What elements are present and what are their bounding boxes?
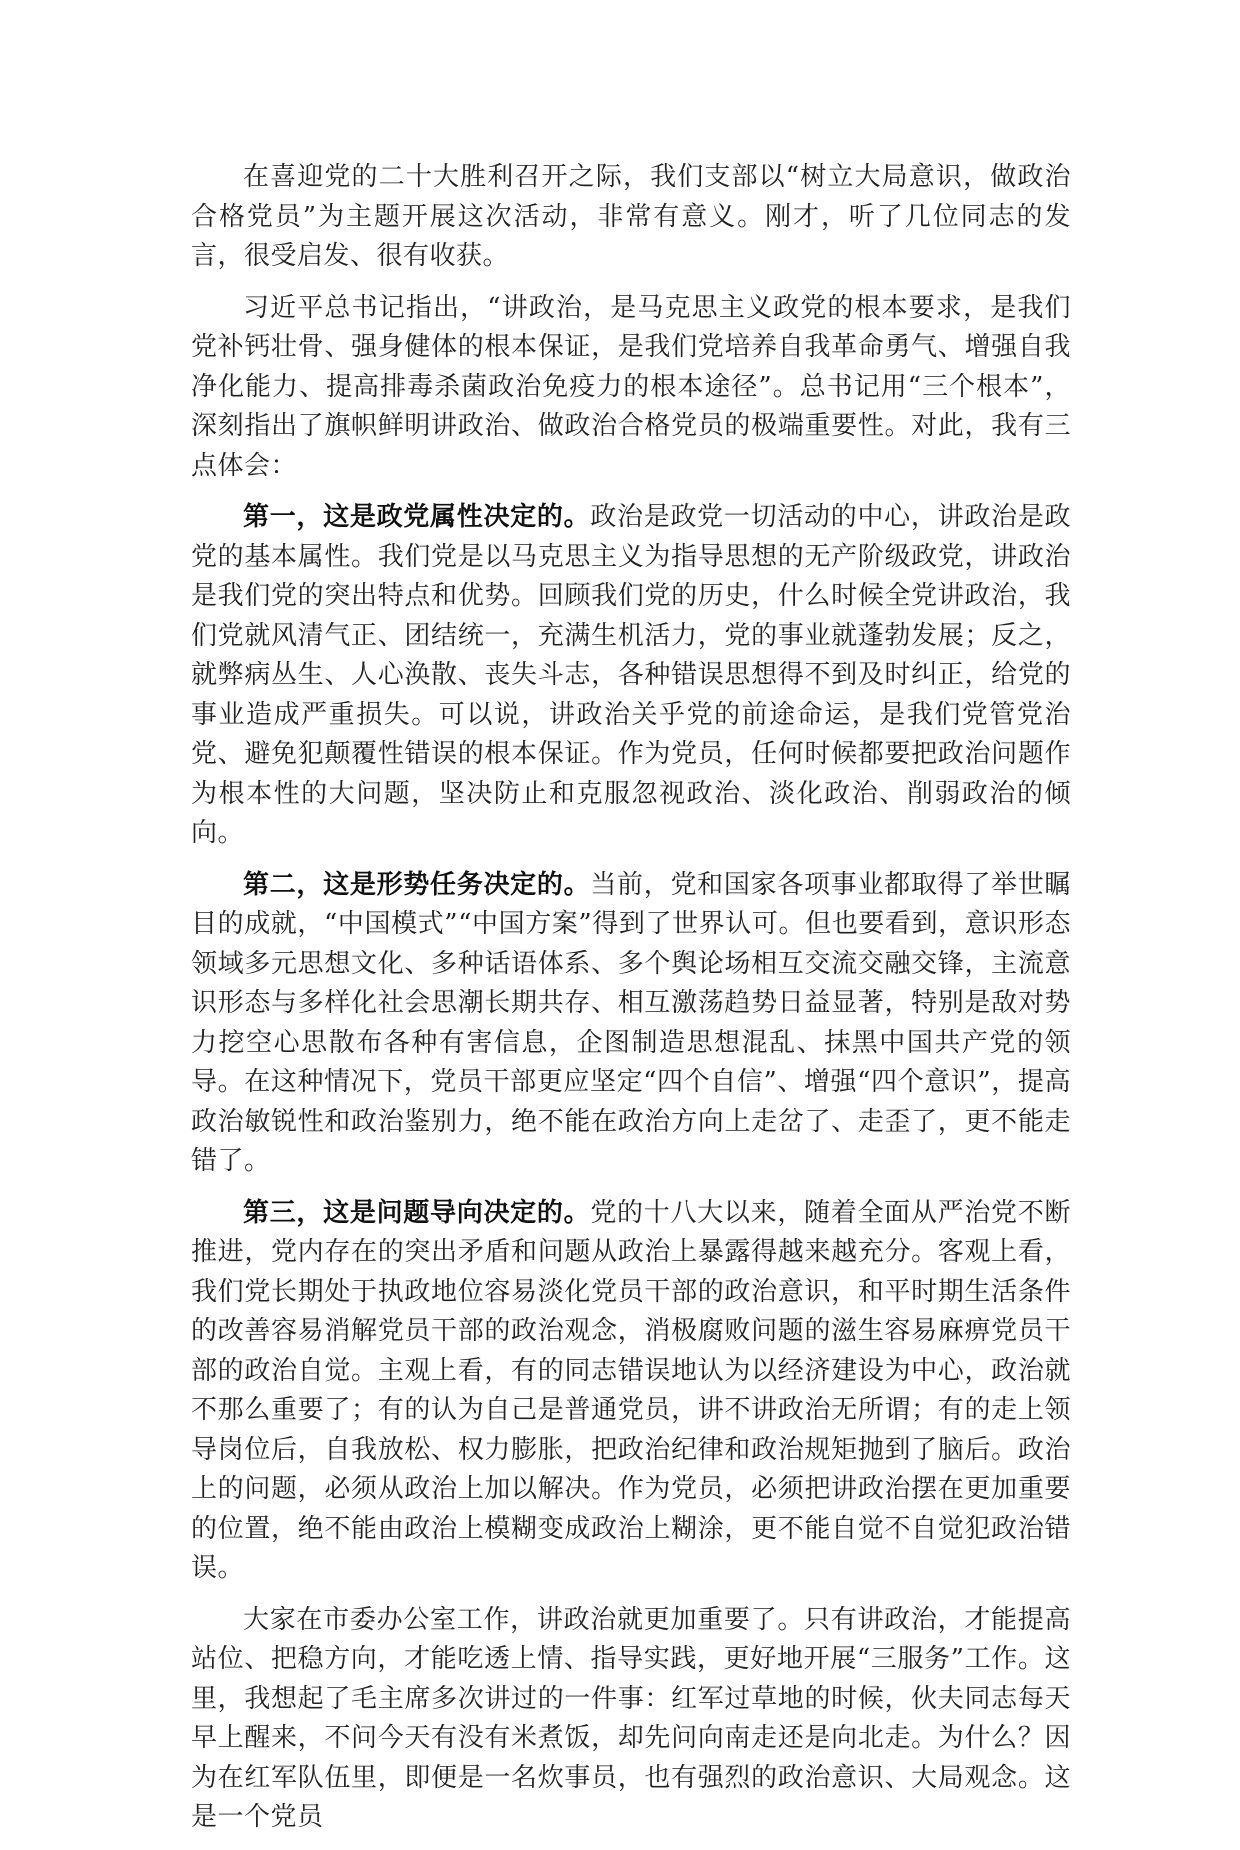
paragraph-4 bbox=[191, 866, 1071, 1182]
paragraph-3 bbox=[191, 498, 1071, 854]
paragraph-1-text: 在喜迎党的二十大胜利召开之际，我们支部以“树立大局意识，做政治合格党员”为主题开展这次活动，非常有意义。刚才，听了几位同志的发言，很受启发、很有收获。 bbox=[191, 162, 1071, 271]
paragraph-2 bbox=[191, 289, 1071, 487]
document-body bbox=[191, 158, 1071, 1850]
paragraph-4-lead: 第二，这是形势任务决定的。 bbox=[243, 869, 591, 900]
paragraph-1 bbox=[191, 158, 1071, 277]
paragraph-5-lead: 第三，这是问题导向决定的。 bbox=[243, 1197, 591, 1228]
paragraph-6 bbox=[191, 1601, 1071, 1838]
paragraph-5-text: 党的十八大以来，随着全面从严治党不断推进，党内存在的突出矛盾和问题从政治上暴露得越来越充分。客观上看，我们党长期处于执政地位容易淡化党员干部的政治意识，和平时期生活条件的改善容易消解党员干部的政治观念，消极腐败问题的滋生容易麻痹党员干部的政治自觉。主观上看，有的同志错误地认为以经济建设为中心，政治就不那么重要了；有的认为自己是普通党员，讲不讲政治无所谓；有的走上领导岗位后，自我放松、权力膨胀，把政治纪律和政治规矩抛到了脑后。政治上的问题，必须从政治上加以解决。作为党员，必须把讲政治摆在更加重要的位置，绝不能由政治上模糊变成政治上糊涂，更不能自觉不自觉犯政治错误。 bbox=[191, 1197, 1071, 1583]
paragraph-5 bbox=[191, 1194, 1071, 1589]
paragraph-3-lead: 第一，这是政党属性决定的。 bbox=[243, 502, 591, 532]
paragraph-6-text: 大家在市委办公室工作，讲政治就更加重要了。只有讲政治，才能提高站位、把稳方向，才能吃透上情、指导实践，更好地开展“三服务”工作。这里，我想起了毛主席多次讲过的一件事：红军过草地的时候，伙夫同志每天早上醒来，不问今天有没有米煮饭，却先问向南走还是向北走。为什么？因为在红军队伍里，即便是一名炊事员，也有强烈的政治意识、大局观念。这是一个党员 bbox=[191, 1604, 1071, 1832]
paragraph-3-text: 政治是政党一切活动的中心，讲政治是政党的基本属性。我们党是以马克思主义为指导思想的无产阶级政党，讲政治是我们党的突出特点和优势。回顾我们党的历史，什么时候全党讲政治，我们党就风清气正、团结统一，充满生机活力，党的事业就蓬勃发展；反之，就弊病丛生、人心涣散、丧失斗志，各种错误思想得不到及时纠正，给党的事业造成严重损失。可以说，讲政治关乎党的前途命运，是我们党管党治党、避免犯颠覆性错误的根本保证。作为党员，任何时候都要把政治问题作为根本性的大问题，坚决防止和克服忽视政治、淡化政治、削弱政治的倾向。 bbox=[191, 502, 1071, 848]
paragraph-2-text: 习近平总书记指出，“讲政治，是马克思主义政党的根本要求，是我们党补钙壮骨、强身健体的根本保证，是我们党培养自我革命勇气、增强自我净化能力、提高排毒杀菌政治免疫力的根本途径”。总书记用“三个根本”，深刻指出了旗帜鲜明讲政治、做政治合格党员的极端重要性。对此，我有三点体会： bbox=[191, 292, 1071, 481]
paragraph-4-text: 当前，党和国家各项事业都取得了举世瞩目的成就，“中国模式”“中国方案”得到了世界认可。但也要看到，意识形态领域多元思想文化、多种话语体系、多个舆论场相互交流交融交锋，主流意识形态与多样化社会思潮长期共存、相互激荡趋势日益显著，特别是敌对势力挖空心思散布各种有害信息，企图制造思想混乱、抹黑中国共产党的领导。在这种情况下，党员干部更应坚定“四个自信”、增强“四个意识”，提高政治敏锐性和政治鉴别力，绝不能在政治方向上走岔了、走歪了，更不能走错了。 bbox=[191, 869, 1071, 1176]
